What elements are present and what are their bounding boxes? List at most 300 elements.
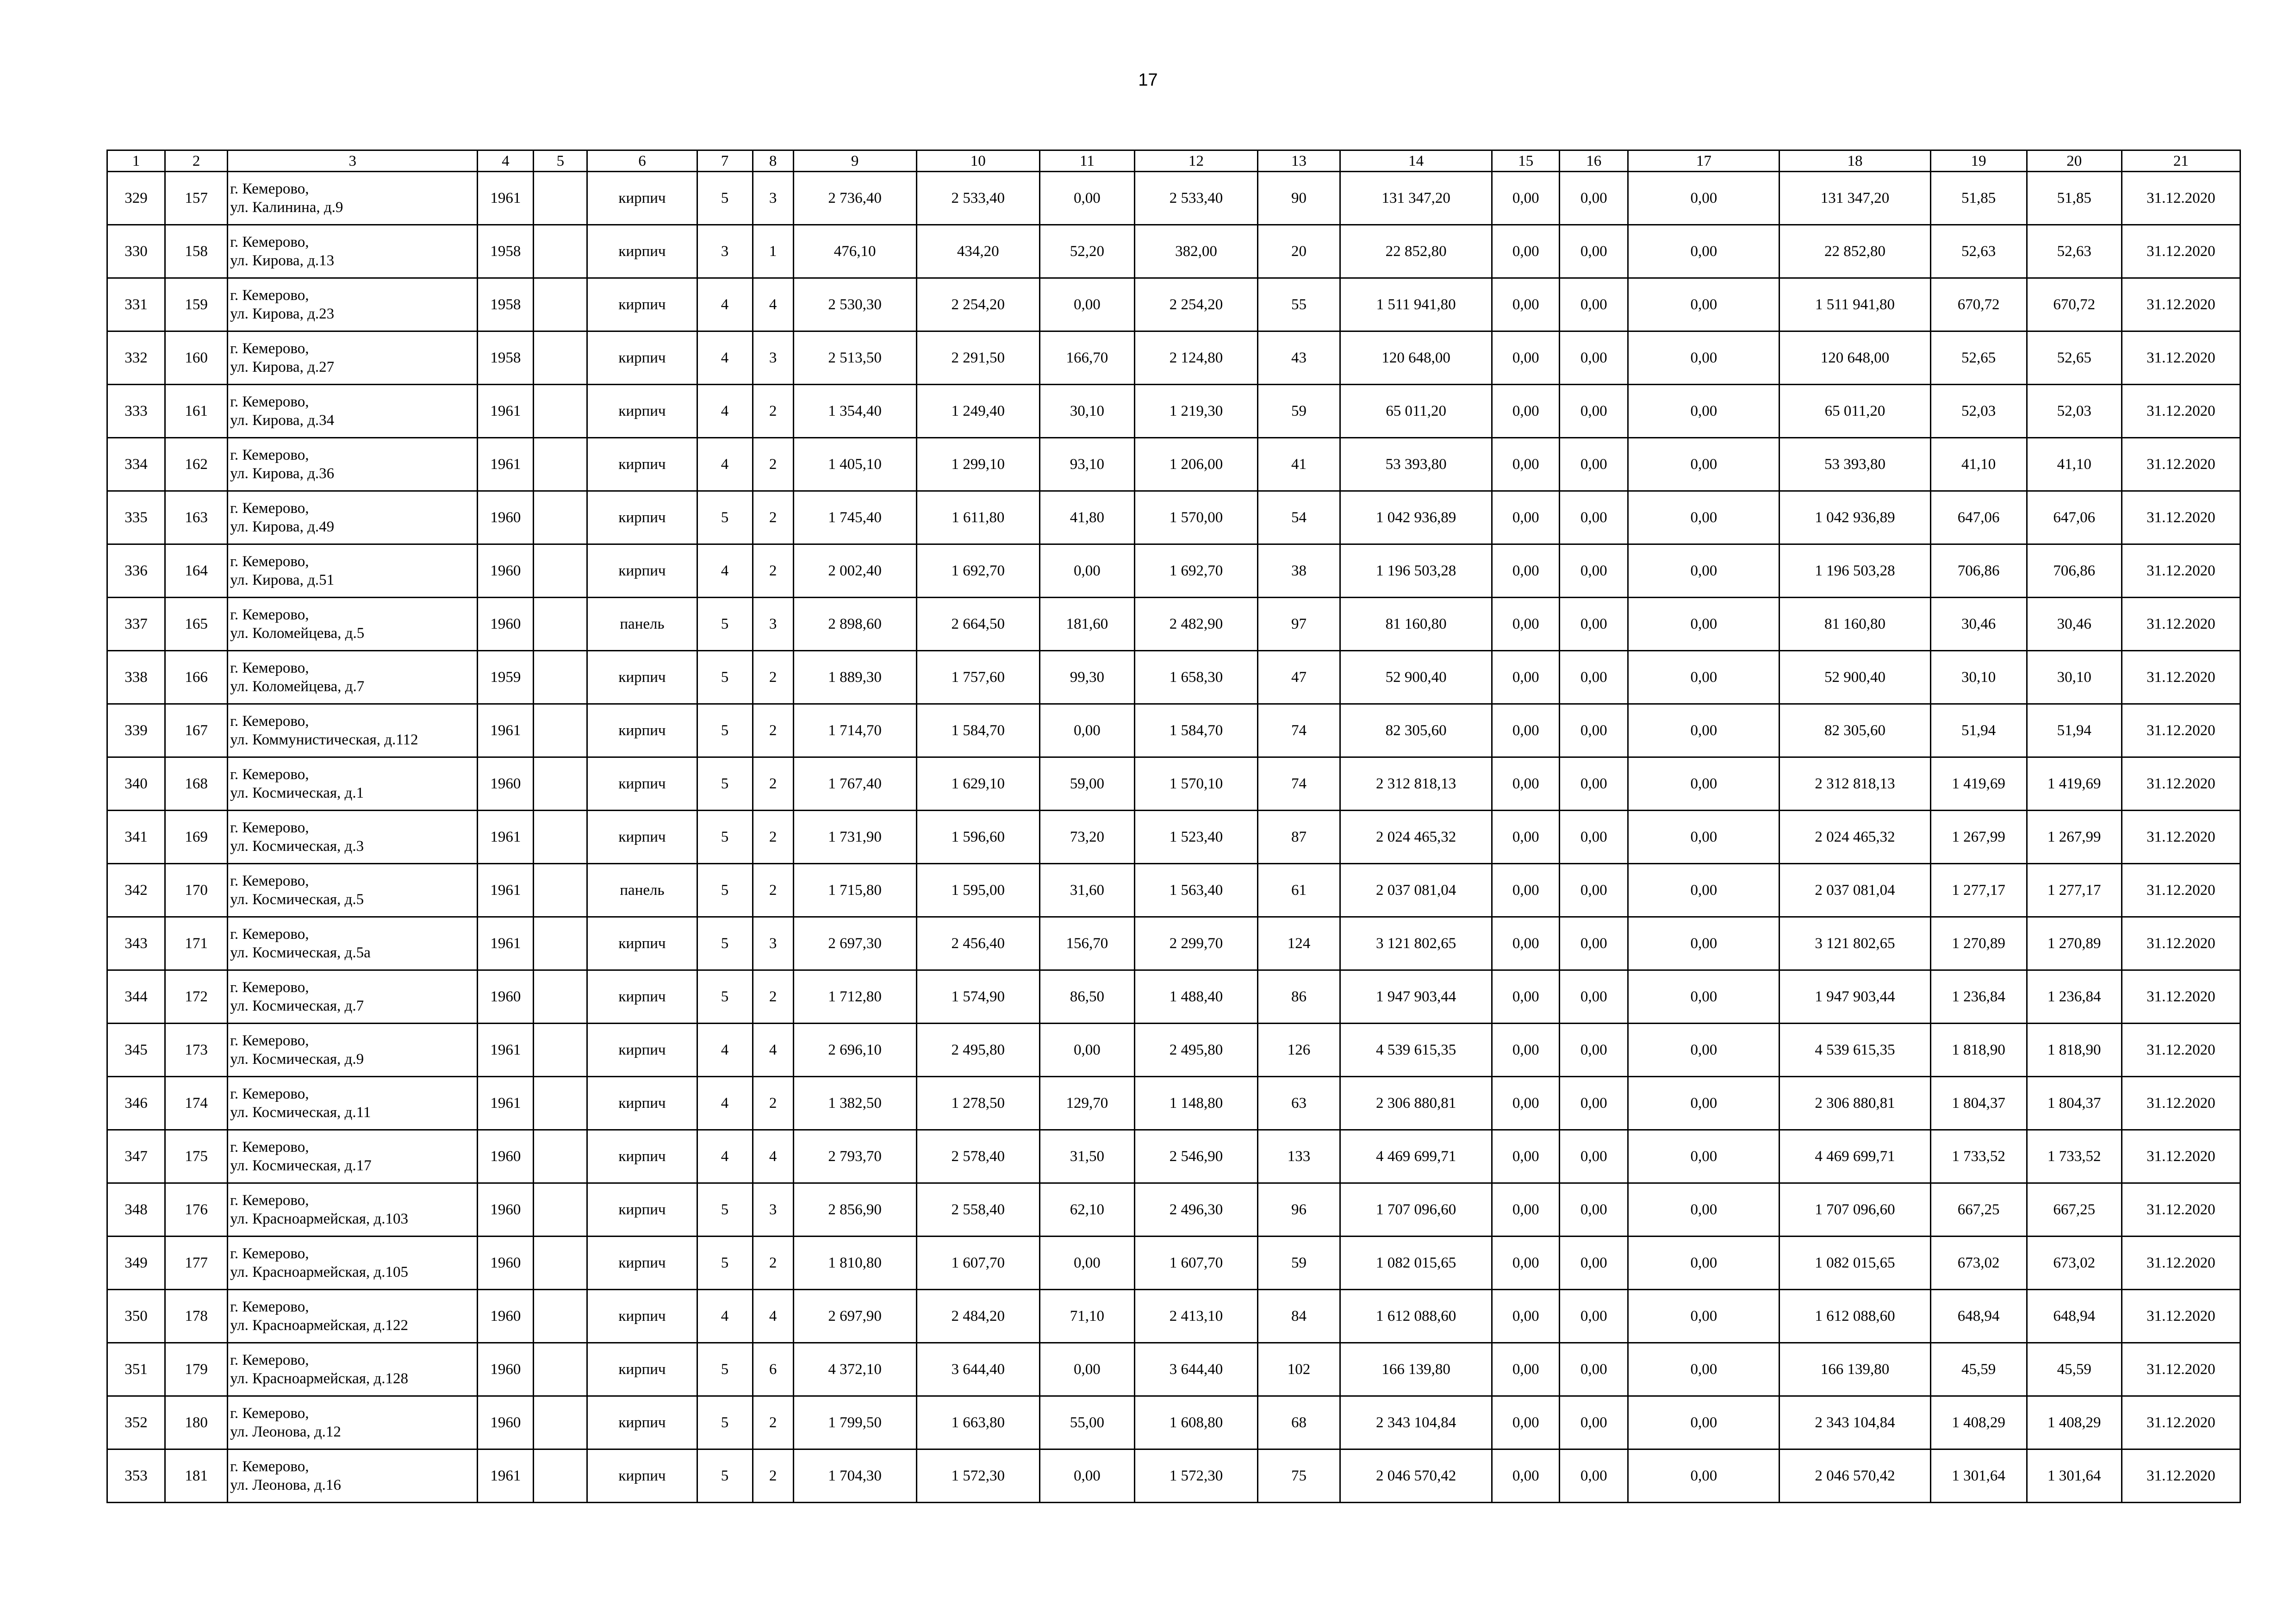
cell-col-5	[534, 1449, 587, 1503]
cell-col-2: 164	[165, 544, 228, 598]
cell-col-21: 31.12.2020	[2122, 331, 2240, 385]
cell-col-2: 180	[165, 1396, 228, 1449]
cell-col-8: 2	[753, 811, 793, 864]
cell-col-8: 3	[753, 172, 793, 225]
address-street: ул. Леонова, д.16	[230, 1477, 341, 1493]
cell-col-19: 52,03	[1930, 385, 2027, 438]
cell-col-1: 351	[107, 1343, 165, 1396]
cell-col-20: 1 267,99	[2027, 811, 2122, 864]
cell-col-12: 2 496,30	[1134, 1183, 1257, 1237]
address-city: г. Кемерово,	[230, 1192, 309, 1209]
cell-col-10: 1 299,10	[916, 438, 1039, 491]
cell-col-15: 0,00	[1492, 278, 1560, 331]
cell-col-14: 1 707 096,60	[1340, 1183, 1492, 1237]
cell-col-20: 1 818,90	[2027, 1024, 2122, 1077]
address-street: ул. Кирова, д.34	[230, 412, 335, 429]
cell-col-4: 1961	[478, 811, 534, 864]
address-street: ул. Красноармейская, д.128	[230, 1370, 408, 1387]
cell-col-21: 31.12.2020	[2122, 438, 2240, 491]
cell-col-4: 1961	[478, 1077, 534, 1130]
cell-col-7: 4	[697, 1077, 753, 1130]
address-city: г. Кемерово,	[230, 1299, 309, 1315]
cell-col-10: 2 456,40	[916, 917, 1039, 970]
cell-col-12: 1 570,00	[1134, 491, 1257, 544]
cell-col-6: кирпич	[587, 704, 697, 757]
column-header-6: 6	[587, 150, 697, 172]
cell-col-18: 2 306 880,81	[1780, 1077, 1930, 1130]
cell-col-11: 0,00	[1039, 1024, 1134, 1077]
cell-col-19: 1 236,84	[1930, 970, 2027, 1024]
cell-col-4: 1960	[478, 1237, 534, 1290]
cell-col-7: 5	[697, 172, 753, 225]
cell-col-9: 476,10	[793, 225, 916, 278]
table-body	[107, 172, 2240, 1503]
cell-col-2: 171	[165, 917, 228, 970]
cell-col-11: 86,50	[1039, 970, 1134, 1024]
cell-col-1: 340	[107, 757, 165, 811]
cell-col-9: 1 767,40	[793, 757, 916, 811]
cell-col-2: 159	[165, 278, 228, 331]
cell-col-11: 31,60	[1039, 864, 1134, 917]
cell-col-4: 1960	[478, 1130, 534, 1183]
cell-col-13: 74	[1258, 757, 1340, 811]
cell-col-7: 3	[697, 225, 753, 278]
cell-col-2: 173	[165, 1024, 228, 1077]
cell-col-5	[534, 278, 587, 331]
column-header-2: 2	[165, 150, 228, 172]
cell-col-1: 352	[107, 1396, 165, 1449]
address-cell	[228, 811, 478, 864]
cell-col-4: 1961	[478, 385, 534, 438]
cell-col-14: 22 852,80	[1340, 225, 1492, 278]
cell-col-19: 1 804,37	[1930, 1077, 2027, 1130]
column-header-7: 7	[697, 150, 753, 172]
table-row	[107, 704, 2240, 757]
cell-col-15: 0,00	[1492, 1449, 1560, 1503]
cell-col-5	[534, 970, 587, 1024]
cell-col-2: 162	[165, 438, 228, 491]
cell-col-2: 179	[165, 1343, 228, 1396]
table-row	[107, 438, 2240, 491]
cell-col-1: 350	[107, 1290, 165, 1343]
cell-col-18: 2 046 570,42	[1780, 1449, 1930, 1503]
cell-col-18: 2 312 818,13	[1780, 757, 1930, 811]
cell-col-7: 5	[697, 1183, 753, 1237]
cell-col-2: 157	[165, 172, 228, 225]
table-row	[107, 598, 2240, 651]
address-street: ул. Коломейцева, д.5	[230, 625, 365, 642]
cell-col-16: 0,00	[1560, 491, 1628, 544]
cell-col-19: 51,94	[1930, 704, 2027, 757]
cell-col-9: 2 697,90	[793, 1290, 916, 1343]
cell-col-5	[534, 1343, 587, 1396]
cell-col-7: 5	[697, 1449, 753, 1503]
cell-col-2: 178	[165, 1290, 228, 1343]
cell-col-15: 0,00	[1492, 385, 1560, 438]
column-header-14: 14	[1340, 150, 1492, 172]
cell-col-7: 4	[697, 385, 753, 438]
table-row	[107, 864, 2240, 917]
cell-col-13: 74	[1258, 704, 1340, 757]
cell-col-14: 1 082 015,65	[1340, 1237, 1492, 1290]
address-cell	[228, 704, 478, 757]
cell-col-19: 52,63	[1930, 225, 2027, 278]
cell-col-4: 1961	[478, 1449, 534, 1503]
cell-col-11: 31,50	[1039, 1130, 1134, 1183]
cell-col-21: 31.12.2020	[2122, 864, 2240, 917]
cell-col-5	[534, 385, 587, 438]
cell-col-6: кирпич	[587, 917, 697, 970]
cell-col-4: 1961	[478, 172, 534, 225]
cell-col-10: 2 495,80	[916, 1024, 1039, 1077]
cell-col-17: 0,00	[1628, 331, 1780, 385]
cell-col-21: 31.12.2020	[2122, 1077, 2240, 1130]
cell-col-6: кирпич	[587, 1077, 697, 1130]
column-header-9: 9	[793, 150, 916, 172]
cell-col-12: 2 413,10	[1134, 1290, 1257, 1343]
cell-col-1: 337	[107, 598, 165, 651]
cell-col-9: 2 513,50	[793, 331, 916, 385]
cell-col-8: 2	[753, 970, 793, 1024]
cell-col-7: 5	[697, 491, 753, 544]
cell-col-10: 3 644,40	[916, 1343, 1039, 1396]
cell-col-7: 5	[697, 970, 753, 1024]
cell-col-1: 331	[107, 278, 165, 331]
address-city: г. Кемерово,	[230, 1139, 309, 1156]
address-street: ул. Космическая, д.9	[230, 1051, 364, 1068]
cell-col-12: 1 572,30	[1134, 1449, 1257, 1503]
address-street: ул. Красноармейская, д.105	[230, 1264, 408, 1280]
column-header-5: 5	[534, 150, 587, 172]
cell-col-17: 0,00	[1628, 757, 1780, 811]
cell-col-19: 1 277,17	[1930, 864, 2027, 917]
cell-col-16: 0,00	[1560, 544, 1628, 598]
cell-col-6: кирпич	[587, 651, 697, 704]
address-city: г. Кемерово,	[230, 713, 309, 730]
cell-col-5	[534, 1130, 587, 1183]
cell-col-19: 30,46	[1930, 598, 2027, 651]
cell-col-2: 163	[165, 491, 228, 544]
cell-col-11: 166,70	[1039, 331, 1134, 385]
cell-col-12: 2 254,20	[1134, 278, 1257, 331]
cell-col-14: 65 011,20	[1340, 385, 1492, 438]
cell-col-2: 172	[165, 970, 228, 1024]
cell-col-5	[534, 544, 587, 598]
cell-col-10: 1 629,10	[916, 757, 1039, 811]
cell-col-9: 2 530,30	[793, 278, 916, 331]
cell-col-10: 2 484,20	[916, 1290, 1039, 1343]
column-header-12: 12	[1134, 150, 1257, 172]
cell-col-15: 0,00	[1492, 864, 1560, 917]
address-street: ул. Калинина, д.9	[230, 199, 343, 216]
cell-col-6: кирпич	[587, 811, 697, 864]
cell-col-20: 52,03	[2027, 385, 2122, 438]
cell-col-6: кирпич	[587, 970, 697, 1024]
address-city: г. Кемерово,	[230, 1032, 309, 1049]
column-number-row	[107, 150, 2240, 172]
cell-col-7: 5	[697, 757, 753, 811]
cell-col-13: 102	[1258, 1343, 1340, 1396]
cell-col-13: 90	[1258, 172, 1340, 225]
address-cell	[228, 438, 478, 491]
cell-col-8: 3	[753, 331, 793, 385]
cell-col-21: 31.12.2020	[2122, 1130, 2240, 1183]
cell-col-11: 52,20	[1039, 225, 1134, 278]
cell-col-12: 2 299,70	[1134, 917, 1257, 970]
cell-col-14: 1 612 088,60	[1340, 1290, 1492, 1343]
cell-col-19: 1 419,69	[1930, 757, 2027, 811]
cell-col-8: 2	[753, 1237, 793, 1290]
cell-col-15: 0,00	[1492, 1130, 1560, 1183]
cell-col-14: 2 312 818,13	[1340, 757, 1492, 811]
table-row	[107, 1237, 2240, 1290]
cell-col-5	[534, 438, 587, 491]
address-cell	[228, 1237, 478, 1290]
cell-col-17: 0,00	[1628, 598, 1780, 651]
table-row	[107, 1024, 2240, 1077]
cell-col-6: кирпич	[587, 172, 697, 225]
cell-col-10: 1 572,30	[916, 1449, 1039, 1503]
address-city: г. Кемерово,	[230, 819, 309, 836]
cell-col-10: 1 249,40	[916, 385, 1039, 438]
cell-col-4: 1958	[478, 278, 534, 331]
housing-register-table	[106, 150, 2241, 1503]
page-number: 17	[1138, 70, 1158, 90]
cell-col-14: 2 343 104,84	[1340, 1396, 1492, 1449]
cell-col-16: 0,00	[1560, 811, 1628, 864]
table-row	[107, 1130, 2240, 1183]
cell-col-18: 166 139,80	[1780, 1343, 1930, 1396]
column-header-8: 8	[753, 150, 793, 172]
cell-col-9: 1 714,70	[793, 704, 916, 757]
cell-col-20: 1 301,64	[2027, 1449, 2122, 1503]
cell-col-11: 41,80	[1039, 491, 1134, 544]
cell-col-10: 2 533,40	[916, 172, 1039, 225]
cell-col-9: 1 810,80	[793, 1237, 916, 1290]
cell-col-10: 1 692,70	[916, 544, 1039, 598]
cell-col-8: 3	[753, 917, 793, 970]
cell-col-6: кирпич	[587, 438, 697, 491]
cell-col-17: 0,00	[1628, 1343, 1780, 1396]
cell-col-20: 706,86	[2027, 544, 2122, 598]
cell-col-19: 667,25	[1930, 1183, 2027, 1237]
cell-col-15: 0,00	[1492, 172, 1560, 225]
address-cell	[228, 1449, 478, 1503]
cell-col-17: 0,00	[1628, 225, 1780, 278]
table-row	[107, 225, 2240, 278]
cell-col-19: 52,65	[1930, 331, 2027, 385]
table-row	[107, 1449, 2240, 1503]
address-city: г. Кемерово,	[230, 979, 309, 996]
cell-col-10: 1 584,70	[916, 704, 1039, 757]
address-city: г. Кемерово,	[230, 1245, 309, 1262]
cell-col-11: 0,00	[1039, 704, 1134, 757]
cell-col-13: 87	[1258, 811, 1340, 864]
cell-col-20: 1 804,37	[2027, 1077, 2122, 1130]
cell-col-13: 97	[1258, 598, 1340, 651]
cell-col-21: 31.12.2020	[2122, 1183, 2240, 1237]
cell-col-11: 129,70	[1039, 1077, 1134, 1130]
cell-col-19: 648,94	[1930, 1290, 2027, 1343]
address-street: ул. Красноармейская, д.122	[230, 1317, 408, 1334]
address-street: ул. Космическая, д.3	[230, 838, 364, 855]
cell-col-17: 0,00	[1628, 864, 1780, 917]
cell-col-13: 55	[1258, 278, 1340, 331]
cell-col-4: 1961	[478, 864, 534, 917]
cell-col-2: 176	[165, 1183, 228, 1237]
cell-col-12: 1 658,30	[1134, 651, 1257, 704]
cell-col-6: кирпич	[587, 757, 697, 811]
cell-col-20: 45,59	[2027, 1343, 2122, 1396]
cell-col-21: 31.12.2020	[2122, 491, 2240, 544]
table-row	[107, 1396, 2240, 1449]
cell-col-17: 0,00	[1628, 1130, 1780, 1183]
address-cell	[228, 1077, 478, 1130]
cell-col-7: 5	[697, 704, 753, 757]
cell-col-17: 0,00	[1628, 811, 1780, 864]
cell-col-14: 52 900,40	[1340, 651, 1492, 704]
cell-col-10: 2 578,40	[916, 1130, 1039, 1183]
cell-col-13: 20	[1258, 225, 1340, 278]
cell-col-9: 2 002,40	[793, 544, 916, 598]
cell-col-17: 0,00	[1628, 491, 1780, 544]
address-street: ул. Кирова, д.49	[230, 518, 335, 535]
cell-col-18: 2 343 104,84	[1780, 1396, 1930, 1449]
address-street: ул. Кирова, д.36	[230, 465, 335, 482]
cell-col-12: 1 607,70	[1134, 1237, 1257, 1290]
column-header-15: 15	[1492, 150, 1560, 172]
cell-col-12: 1 608,80	[1134, 1396, 1257, 1449]
cell-col-6: кирпич	[587, 1343, 697, 1396]
cell-col-2: 165	[165, 598, 228, 651]
cell-col-7: 5	[697, 598, 753, 651]
cell-col-5	[534, 1290, 587, 1343]
table-row	[107, 172, 2240, 225]
cell-col-13: 84	[1258, 1290, 1340, 1343]
address-cell	[228, 864, 478, 917]
cell-col-7: 4	[697, 1290, 753, 1343]
cell-col-16: 0,00	[1560, 172, 1628, 225]
cell-col-15: 0,00	[1492, 598, 1560, 651]
cell-col-19: 30,10	[1930, 651, 2027, 704]
address-street: ул. Коломейцева, д.7	[230, 678, 365, 695]
cell-col-21: 31.12.2020	[2122, 757, 2240, 811]
cell-col-9: 1 731,90	[793, 811, 916, 864]
cell-col-1: 348	[107, 1183, 165, 1237]
cell-col-21: 31.12.2020	[2122, 917, 2240, 970]
cell-col-14: 2 037 081,04	[1340, 864, 1492, 917]
cell-col-4: 1960	[478, 1396, 534, 1449]
address-city: г. Кемерово,	[230, 553, 309, 570]
cell-col-7: 5	[697, 917, 753, 970]
address-cell	[228, 598, 478, 651]
cell-col-14: 81 160,80	[1340, 598, 1492, 651]
cell-col-1: 329	[107, 172, 165, 225]
cell-col-16: 0,00	[1560, 438, 1628, 491]
cell-col-7: 4	[697, 544, 753, 598]
cell-col-11: 93,10	[1039, 438, 1134, 491]
cell-col-1: 341	[107, 811, 165, 864]
cell-col-13: 54	[1258, 491, 1340, 544]
cell-col-13: 75	[1258, 1449, 1340, 1503]
cell-col-13: 59	[1258, 1237, 1340, 1290]
cell-col-20: 52,63	[2027, 225, 2122, 278]
cell-col-21: 31.12.2020	[2122, 278, 2240, 331]
cell-col-10: 1 611,80	[916, 491, 1039, 544]
cell-col-18: 2 024 465,32	[1780, 811, 1930, 864]
cell-col-21: 31.12.2020	[2122, 811, 2240, 864]
cell-col-8: 4	[753, 278, 793, 331]
cell-col-10: 1 607,70	[916, 1237, 1039, 1290]
cell-col-6: кирпич	[587, 544, 697, 598]
address-city: г. Кемерово,	[230, 1405, 309, 1422]
cell-col-4: 1961	[478, 438, 534, 491]
address-street: ул. Космическая, д.11	[230, 1104, 371, 1121]
cell-col-10: 1 596,60	[916, 811, 1039, 864]
cell-col-5	[534, 331, 587, 385]
cell-col-6: кирпич	[587, 331, 697, 385]
column-header-3: 3	[228, 150, 478, 172]
address-cell	[228, 757, 478, 811]
cell-col-4: 1958	[478, 331, 534, 385]
cell-col-4: 1959	[478, 651, 534, 704]
cell-col-16: 0,00	[1560, 331, 1628, 385]
cell-col-4: 1961	[478, 704, 534, 757]
cell-col-21: 31.12.2020	[2122, 385, 2240, 438]
cell-col-8: 1	[753, 225, 793, 278]
column-header-10: 10	[916, 150, 1039, 172]
cell-col-8: 6	[753, 1343, 793, 1396]
cell-col-10: 1 663,80	[916, 1396, 1039, 1449]
address-city: г. Кемерово,	[230, 873, 309, 889]
address-street: ул. Космическая, д.5	[230, 891, 364, 908]
cell-col-12: 1 692,70	[1134, 544, 1257, 598]
cell-col-19: 51,85	[1930, 172, 2027, 225]
cell-col-21: 31.12.2020	[2122, 970, 2240, 1024]
cell-col-6: панель	[587, 598, 697, 651]
cell-col-2: 177	[165, 1237, 228, 1290]
cell-col-16: 0,00	[1560, 278, 1628, 331]
cell-col-21: 31.12.2020	[2122, 1024, 2240, 1077]
cell-col-21: 31.12.2020	[2122, 598, 2240, 651]
cell-col-4: 1961	[478, 917, 534, 970]
cell-col-15: 0,00	[1492, 651, 1560, 704]
cell-col-17: 0,00	[1628, 651, 1780, 704]
cell-col-7: 4	[697, 1130, 753, 1183]
cell-col-4: 1960	[478, 491, 534, 544]
cell-col-6: кирпич	[587, 1449, 697, 1503]
cell-col-18: 1 707 096,60	[1780, 1183, 1930, 1237]
cell-col-1: 349	[107, 1237, 165, 1290]
cell-col-9: 2 793,70	[793, 1130, 916, 1183]
cell-col-21: 31.12.2020	[2122, 651, 2240, 704]
address-cell	[228, 917, 478, 970]
cell-col-14: 4 539 615,35	[1340, 1024, 1492, 1077]
cell-col-2: 181	[165, 1449, 228, 1503]
column-header-17: 17	[1628, 150, 1780, 172]
cell-col-19: 670,72	[1930, 278, 2027, 331]
cell-col-2: 175	[165, 1130, 228, 1183]
cell-col-16: 0,00	[1560, 651, 1628, 704]
cell-col-8: 3	[753, 1183, 793, 1237]
cell-col-5	[534, 651, 587, 704]
cell-col-8: 2	[753, 491, 793, 544]
cell-col-20: 670,72	[2027, 278, 2122, 331]
cell-col-16: 0,00	[1560, 1290, 1628, 1343]
table-row	[107, 1290, 2240, 1343]
cell-col-9: 1 382,50	[793, 1077, 916, 1130]
cell-col-7: 5	[697, 651, 753, 704]
